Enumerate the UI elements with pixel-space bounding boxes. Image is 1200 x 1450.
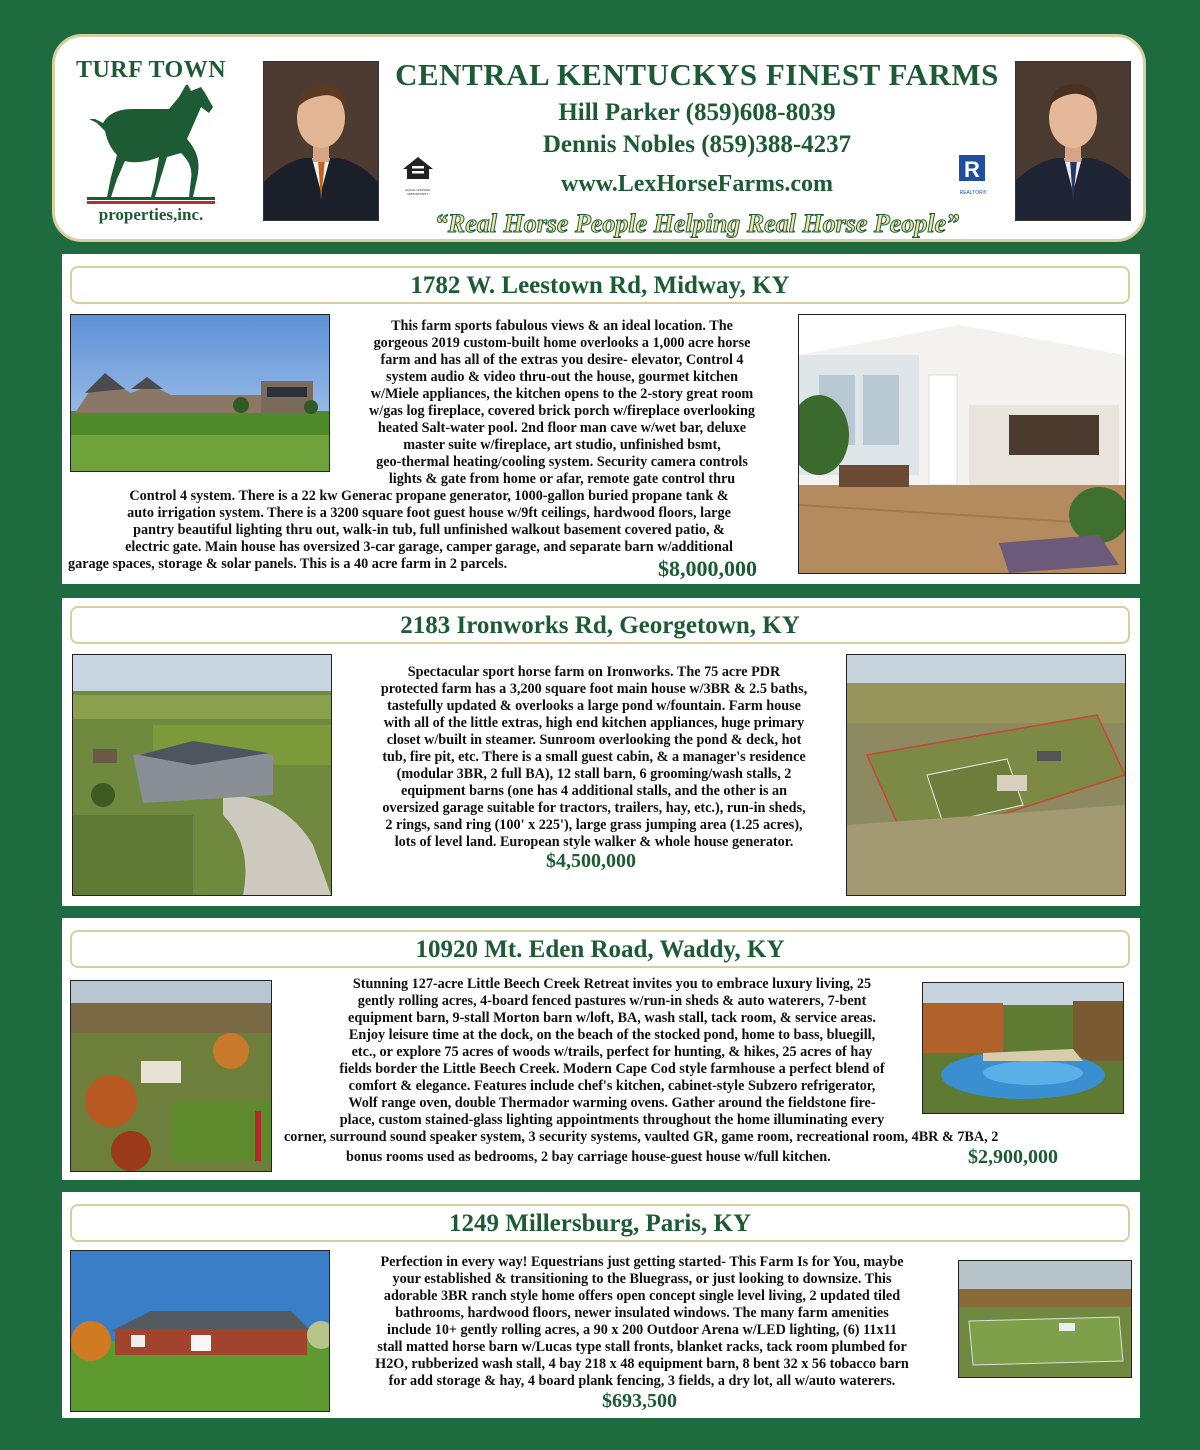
listing-panel-millersburg [62, 1192, 1140, 1418]
desc-line: This farm sports fabulous views & an ideal location. The [391, 318, 733, 334]
desc-line: stall matted horse barn w/Lucas type stall fronts, blanket racks, tack room plumbed for [377, 1339, 907, 1355]
desc-line: corner, surround sound speaker system, 3 security systems, vaulted GR, game room, recreational room, 4BR & 7BA, 2 [284, 1129, 999, 1145]
agent-dennis-nobles-phone[interactable]: Dennis Nobles (859)388-4237 [542, 131, 852, 158]
desc-line: Perfection in every way! Equestrians just getting started- This Farm Is for You, maybe [380, 1254, 904, 1270]
desc-line: garage spaces, storage & solar panels. This is a 40 acre farm in 2 parcels. [68, 556, 508, 572]
listing-title[interactable]: 10920 Mt. Eden Road, Waddy, KY [70, 930, 1130, 968]
listing-photo-farm-aerial[interactable] [846, 654, 1126, 896]
desc-line: lights & gate from home or afar, remote gate control thru [388, 471, 736, 487]
desc-line: Enjoy leisure time at the dock, on the beach of the stocked pond, home to bass, bluegill, [348, 1027, 876, 1043]
desc-line: fields border the Little Beech Creek. Modern Cape Cod style farmhouse a perfect blend of [339, 1061, 885, 1077]
desc-line: place, custom stained-glass lighting appointments throughout the home illuminating every [339, 1112, 885, 1128]
equal-housing-icon [399, 151, 437, 196]
listing-panel-ironworks [62, 598, 1140, 906]
header-banner [52, 34, 1146, 242]
listing-photo-fall-aerial[interactable] [70, 980, 272, 1172]
desc-line: gently rolling acres, 4-board fenced pastures w/run-in sheds & auto waterers, 7-bent [357, 993, 867, 1009]
desc-line: with all of the little extras, high end kitchen appliances, huge primary [383, 715, 805, 731]
horse-logo-icon [81, 85, 221, 205]
listing-photo-ranch-home[interactable] [70, 1250, 330, 1412]
desc-line: (modular 3BR, 2 full BA), 12 stall barn, 6 grooming/wash stalls, 2 [396, 766, 792, 782]
desc-line: etc., or explore 75 acres of woods w/trails, perfect for hunting, & hikes, 25 acres of hay [351, 1044, 873, 1060]
listing-description-top [292, 976, 932, 1129]
desc-line: system audio & video thru-out the house, gourmet kitchen [386, 369, 738, 385]
listing-title[interactable]: 1249 Millersburg, Paris, KY [70, 1204, 1130, 1242]
agent-photo-hill-parker [263, 61, 379, 221]
listing-price: $8,000,000 [658, 556, 757, 581]
website-link[interactable]: www.LexHorseFarms.com [561, 171, 833, 197]
desc-line: Spectacular sport horse farm on Ironworks. The 75 acre PDR [407, 664, 781, 680]
listing-title[interactable]: 1782 W. Leestown Rd, Midway, KY [70, 266, 1130, 304]
desc-line: electric gate. Main house has oversized 3-car garage, camper garage, and separate barn w/additional [125, 539, 733, 555]
desc-line: gorgeous 2019 custom-built home overlooks a 1,000 acre horse [373, 335, 751, 351]
realtor-icon [957, 153, 989, 196]
eho-label: EQUAL HOUSING OPPORTUNITY [405, 188, 431, 196]
desc-line: Stunning 127-acre Little Beech Creek Retreat invites you to embrace luxury living, 25 [352, 976, 872, 992]
turf-town-logo[interactable] [71, 57, 231, 227]
desc-line: H2O, rubberized wash stall, 4 bay 218 x 48 equipment barn, 8 bent 32 x 56 tobacco barn [375, 1356, 909, 1372]
desc-line: equipment barns (one has 4 additional stalls, and the other is an [400, 783, 788, 799]
desc-line: master suite w/fireplace, art studio, unfinished bsmt, [403, 437, 721, 453]
listing-photo-pasture[interactable] [958, 1260, 1132, 1378]
desc-line: pantry beautiful lighting thru out, walk-in tub, full unfinished walkout basement covered patio, & [133, 522, 725, 538]
agent-photo-dennis-nobles [1015, 61, 1131, 221]
logo-top-text: TURF TOWN [75, 57, 227, 83]
listing-panel-mt-eden [62, 918, 1140, 1180]
listing-description [332, 1254, 952, 1390]
listing-photo-farmhouse-aerial[interactable] [72, 654, 332, 896]
desc-line: closet w/built in steamer. Sunroom overlooking the pond & deck, hot [386, 732, 802, 748]
desc-line: oversized garage suitable for tractors, trailers, hay, etc.), run-in sheds, [382, 800, 806, 816]
desc-line: tub, fire pit, etc. There is a small guest cabin, & a manager's residence [382, 749, 806, 765]
desc-line: tastefully updated & overlooks a large pond w/fountain. Farm house [387, 698, 801, 714]
header-title: CENTRAL KENTUCKYS FINEST FARMS [395, 57, 999, 92]
desc-line: w/gas log fireplace, covered brick porch w/fireplace overlooking [369, 403, 755, 419]
desc-line: adorable 3BR ranch style home offers open concept single level living, 2 updated tiled [383, 1288, 901, 1304]
listing-description-top [342, 318, 782, 488]
listing-photo-pond[interactable] [922, 982, 1124, 1114]
desc-line: bathrooms, hardwood floors, newer insulated windows. The many farm amenities [395, 1305, 889, 1321]
logo-bottom-text: properties,inc. [98, 205, 204, 224]
listing-panel-leestown [62, 254, 1140, 584]
listing-title[interactable]: 2183 Ironworks Rd, Georgetown, KY [70, 606, 1130, 644]
desc-line: equipment barn, 9-stall Morton barn w/loft, BA, wash stall, tack room, & service areas. [348, 1010, 876, 1026]
desc-line: 2 rings, sand ring (100' x 225'), large grass jumping area (1.25 acres), [385, 817, 803, 833]
desc-line: comfort & elegance. Features include chef's kitchen, cabinet-style Subzero refrigerator, [348, 1078, 876, 1094]
listing-photo-great-room[interactable] [798, 314, 1126, 574]
realtor-label: REALTOR® [959, 190, 987, 196]
desc-line: geo-thermal heating/cooling system. Security camera controls [376, 454, 748, 470]
desc-line: protected farm has a 3,200 square foot main house w/3BR & 2.5 baths, [380, 681, 808, 697]
desc-line: auto irrigation system. There is a 3200 square foot guest house w/9ft ceilings, hardwood floors, large [127, 505, 731, 521]
desc-line: include 10+ gently rolling acres, a 90 x 200 Outdoor Arena w/LED lighting, (6) 11x11 [387, 1322, 897, 1338]
listing-price: $693,500 [602, 1390, 677, 1412]
header-slogan: “Real Horse People Helping Real Horse People” [434, 209, 960, 238]
desc-line: heated Salt-water pool. 2nd floor man cave w/wet bar, deluxe [377, 420, 747, 436]
desc-line: bonus rooms used as bedrooms, 2 bay carriage house-guest house w/full kitchen. [346, 1149, 831, 1165]
desc-line: your established & transitioning to the Bluegrass, or just looking to downsize. This [392, 1271, 892, 1287]
desc-line: lots of level land. European style walker & whole house generator. [394, 834, 794, 850]
desc-line: Wolf range oven, double Thermador warming ovens. Gather around the fieldstone fire- [348, 1095, 876, 1111]
listing-photo-house-exterior[interactable] [70, 314, 330, 472]
agent-hill-parker-phone[interactable]: Hill Parker (859)608-8039 [558, 99, 836, 126]
desc-line: farm and has all of the extras you desire- elevator, Control 4 [380, 352, 744, 368]
desc-line: w/Miele appliances, the kitchen opens to the 2-story great room [370, 386, 754, 402]
listing-price: $2,900,000 [968, 1146, 1058, 1168]
svg-text:R: R [964, 157, 980, 182]
desc-line: for add storage & hay, 4 board plank fencing, 3 fields, a dry lot, all w/auto waterers. [388, 1373, 896, 1389]
listing-description [344, 664, 844, 851]
listing-price: $4,500,000 [546, 850, 636, 872]
desc-line: Control 4 system. There is a 22 kw Generac propane generator, 1000-gallon buried propane tank & [129, 488, 729, 504]
